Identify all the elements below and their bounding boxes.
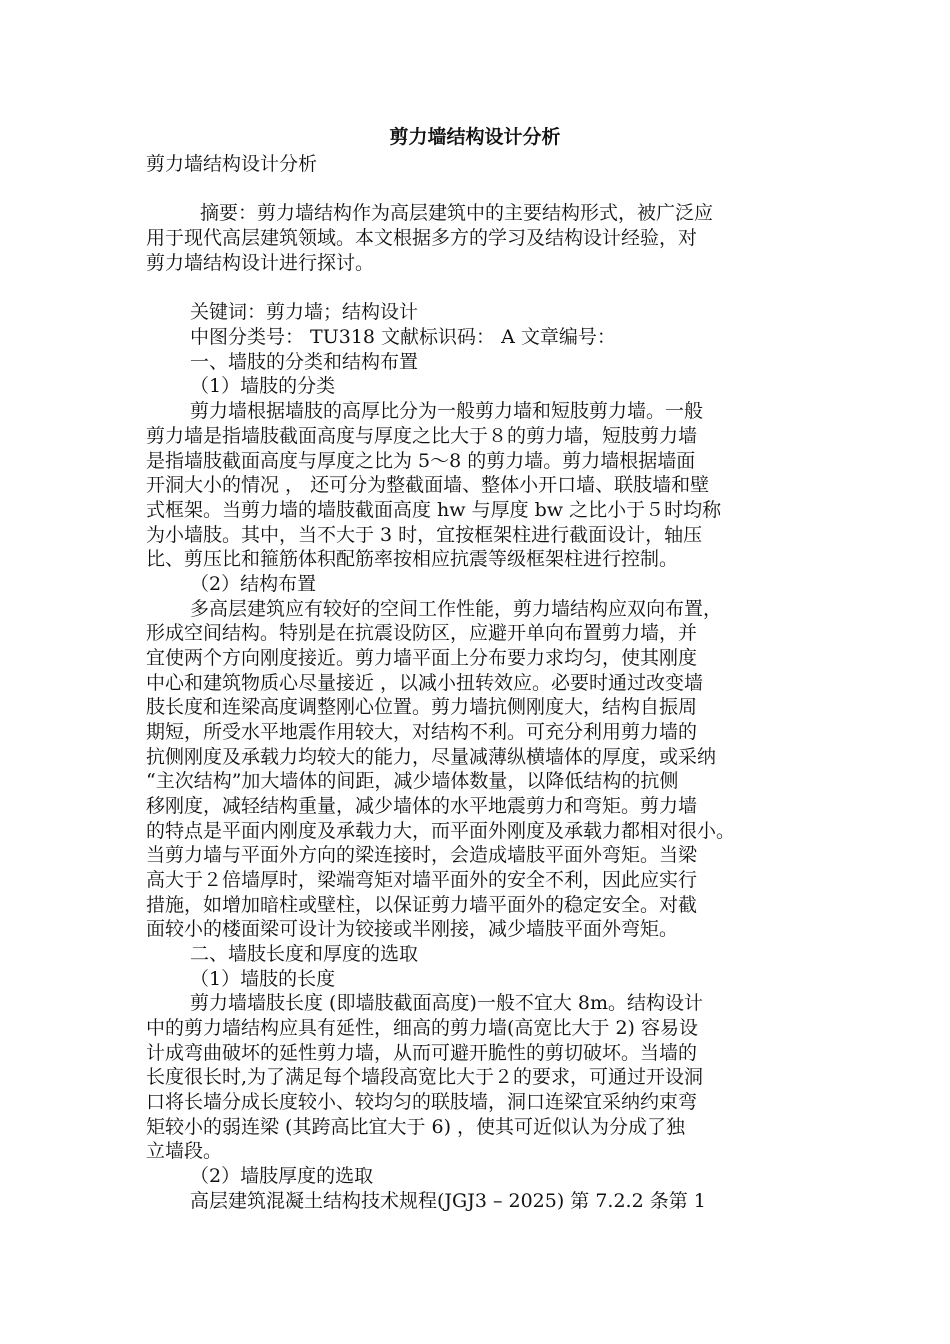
section-heading: 二、墙肢长度和厚度的选取	[190, 943, 419, 965]
paragraph-line: 口将长墙分成长度较小、较均匀的联肢墙，洞口连梁宜采纳约束弯	[146, 1091, 698, 1113]
subsection-heading: （2）结构布置	[190, 573, 317, 595]
paragraph-line: 形成空间结构。特别是在抗震设防区，应避开单向布置剪力墙，并	[146, 622, 698, 644]
paragraph-line: 剪力墙墙肢长度 (即墙肢截面高度)一般不宜大 8m。结构设计	[190, 992, 704, 1014]
paragraph-line: 比、剪压比和箍筋体积配筋率按相应抗震等级框架柱进行控制。	[146, 548, 679, 570]
paragraph-line: 开洞大小的情况 ， 还可分为整截面墙、整体小开口墙、联肢墙和壁	[146, 474, 710, 496]
document-title: 剪力墙结构设计分析	[389, 126, 561, 148]
abstract-line: 用于现代高层建筑领域。本文根据多方的学习及结构设计经验，对	[146, 227, 698, 249]
paragraph-line: 多高层建筑应有较好的空间工作性能，剪力墙结构应双向布置，	[190, 598, 723, 620]
paragraph-line: 中心和建筑物质心尽量接近 ，以减小扭转效应。必要时通过改变墙	[146, 672, 704, 694]
paragraph-line: 宜使两个方向刚度接近。剪力墙平面上分布要力求均匀，使其刚度	[146, 647, 698, 669]
classification-line: 中图分类号： TU318 文献标识码： A 文章编号：	[190, 326, 616, 348]
paragraph-line: 剪力墙根据墙肢的高厚比分为一般剪力墙和短肢剪力墙。一般	[190, 400, 704, 422]
paragraph-line: 立墙段。	[146, 1140, 223, 1162]
paragraph-line: 当剪力墙与平面外方向的梁连接时，会造成墙肢平面外弯矩。当梁	[146, 844, 698, 866]
abstract-line: 摘要：剪力墙结构作为高层建筑中的主要结构形式，被广泛应	[200, 202, 714, 224]
subtitle-line: 剪力墙结构设计分析	[146, 153, 318, 175]
paragraph-line: 长度很长时,为了满足每个墙段高宽比大于２的要求，可通过开设洞	[146, 1066, 704, 1088]
paragraph-line: 为小墙肢。其中，当不大于 3 时，宜按框架柱进行截面设计，轴压	[146, 524, 703, 546]
paragraph-line: 是指墙肢截面高度与厚度之比为 5～8 的剪力墙。剪力墙根据墙面	[146, 450, 696, 472]
paragraph-line: 高大于２倍墙厚时，梁端弯矩对墙平面外的安全不利，因此应实行	[146, 869, 698, 891]
paragraph-line: 期短，所受水平地震作用较大，对结构不利。可充分利用剪力墙的	[146, 721, 698, 743]
paragraph-line: 计成弯曲破坏的延性剪力墙，从而可避开脆性的剪切破坏。当墙的	[146, 1042, 698, 1064]
paragraph-line: 面较小的楼面梁可设计为铰接或半刚接，减少墙肢平面外弯矩。	[146, 918, 679, 940]
paragraph-line: 措施，如增加暗柱或壁柱，以保证剪力墙平面外的稳定安全。对截	[146, 894, 698, 916]
paragraph-line: 移刚度，减轻结构重量，减少墙体的水平地震剪力和弯矩。剪力墙	[146, 795, 698, 817]
subsection-heading: （1）墙肢的长度	[190, 968, 336, 990]
keywords-line: 关键词：剪力墙；结构设计	[190, 301, 419, 323]
section-heading: 一、墙肢的分类和结构布置	[190, 351, 419, 373]
paragraph-line: 高层建筑混凝土结构技术规程(JGJ3 – 2025) 第 7.2.2 条第 1	[190, 1190, 706, 1212]
paragraph-line: 矩较小的弱连梁 (其跨高比宜大于 6) ，使其可近似认为分成了独	[146, 1116, 686, 1138]
paragraph-line: 抗侧刚度及承载力均较大的能力，尽量减薄纵横墙体的厚度，或采纳	[146, 746, 717, 768]
abstract-line: 剪力墙结构设计进行探讨。	[146, 252, 375, 274]
paragraph-line: 中的剪力墙结构应具有延性，细高的剪力墙(高宽比大于 2) 容易设	[146, 1017, 698, 1039]
paragraph-line: 的特点是平面内刚度及承载力大，而平面外刚度及承载力都相对很小。	[146, 820, 736, 842]
paragraph-line: “主次结构”加大墙体的间距，减少墙体数量，以降低结构的抗侧	[146, 770, 679, 792]
paragraph-line: 式框架。当剪力墙的墙肢截面高度 hw 与厚度 bw 之比小于５时均称	[146, 499, 722, 521]
paragraph-line: 剪力墙是指墙肢截面高度与厚度之比大于８的剪力墙，短肢剪力墙	[146, 425, 698, 447]
subsection-heading: （2）墙肢厚度的选取	[190, 1165, 374, 1187]
paragraph-line: 肢长度和连梁高度调整刚心位置。剪力墙抗侧刚度大，结构自振周	[146, 696, 698, 718]
subsection-heading: （1）墙肢的分类	[190, 375, 336, 397]
